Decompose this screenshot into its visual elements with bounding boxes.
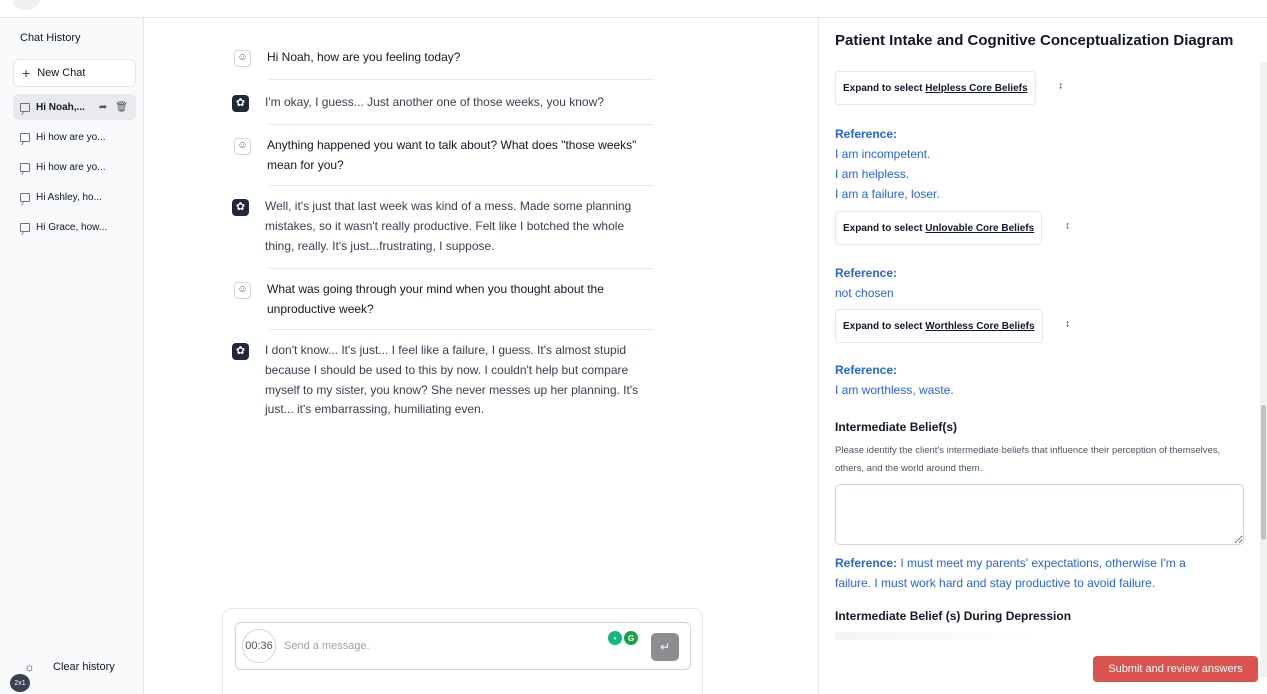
panel-scrollbar-track[interactable] (1260, 62, 1267, 677)
message-text: Anything happened you want to talk about? What does "those weeks" mean for you? (267, 138, 637, 172)
new-chat-label: New Chat (37, 67, 86, 79)
depression-beliefs-heading: Intermediate Belief (s) During Depression (835, 609, 1072, 623)
message-text: I don't know... It's just... I feel like a failure, I guess. It's almost stupid because I should be used to this by now. I couldn't help but compare myself to my sister, you know? She never messes up her planning. It's just... it's embarrassing, humiliating even. (265, 343, 639, 417)
message-text: Hi Noah, how are you feeling today? (267, 50, 461, 64)
sidebar-item-chat-1[interactable] (13, 94, 136, 120)
helpless-beliefs-select[interactable] (835, 71, 1036, 105)
bot-avatar-icon: ✿ (232, 343, 249, 360)
message-input-box (235, 622, 691, 670)
cut-off-help-text (835, 632, 1035, 640)
reference-helpless (835, 124, 1235, 204)
select-prefix: Expand to select (843, 222, 923, 234)
sidebar-title: Chat History (20, 32, 81, 44)
share-icon[interactable]: ➦ (98, 101, 108, 113)
user-avatar-icon: ☺ (234, 50, 251, 67)
panel-scrollbar-thumb[interactable] (1261, 405, 1266, 540)
message-user (234, 280, 654, 320)
message-divider (269, 185, 654, 186)
reference-line: I am worthless, waste. (835, 383, 954, 397)
reference-label: Reference: (835, 127, 898, 141)
select-prefix: Expand to select (843, 320, 923, 332)
select-label: Worthless Core Beliefs (925, 320, 1035, 332)
reference-line: not chosen (835, 286, 894, 300)
submit-review-button[interactable]: Submit and review answers (1093, 656, 1258, 682)
message-user (234, 48, 654, 68)
bot-avatar-icon: ✿ (232, 199, 249, 216)
chat-bubble-icon (20, 103, 30, 112)
zoom-badge: 2x1 (10, 674, 30, 692)
chat-item-label: Hi Ashley, ho... (36, 191, 102, 203)
reference-unlovable (835, 263, 1235, 303)
select-label: Helpless Core Beliefs (925, 82, 1028, 94)
chat-item-label: Hi how are yo... (36, 131, 106, 143)
chat-item-label: Hi how are yo... (36, 161, 106, 173)
chevron-up-down-icon[interactable]: ↕ (1065, 318, 1071, 330)
user-avatar-icon: ☺ (234, 282, 251, 299)
extension-icons (608, 631, 638, 645)
ccd-panel (819, 18, 1267, 694)
reference-worthless (835, 360, 1235, 400)
message-text: Well, it's just that last week was kind of a mess. Made some planning mistakes, so it wasn't really productive. Felt like I botched the whole thing, really. It's just...frustrating, I suppose. (265, 199, 632, 253)
trash-icon[interactable]: 🗑︎ (115, 101, 128, 113)
message-text: I'm okay, I guess... Just another one of those weeks, you know? (265, 95, 604, 109)
sidebar-item-chat-4[interactable] (13, 184, 136, 210)
sidebar-item-chat-3[interactable] (13, 154, 136, 180)
user-avatar-icon: ☺ (234, 138, 251, 155)
new-chat-button[interactable] (13, 59, 136, 87)
chat-bubble-icon (20, 193, 30, 202)
message-divider (269, 268, 654, 269)
message-divider (269, 124, 654, 125)
select-label: Unlovable Core Beliefs (925, 222, 1035, 234)
reference-line: I am incompetent. (835, 147, 931, 161)
reference-label: Reference: (835, 363, 898, 377)
message-text: What was going through your mind when you thought about the unproductive week? (267, 282, 604, 316)
chat-item-label: Hi Grace, how... (36, 221, 108, 233)
message-bot (232, 197, 652, 256)
message-bot (232, 341, 652, 420)
select-prefix: Expand to select (843, 82, 923, 94)
top-strip (0, 0, 1267, 18)
unlovable-beliefs-select[interactable] (835, 211, 1042, 245)
reference-line: I am helpless. (835, 167, 910, 181)
message-bot (232, 93, 652, 113)
sun-icon: ☼ (24, 660, 35, 674)
message-composer (222, 608, 703, 694)
message-divider (269, 329, 654, 330)
grammar-check-icon[interactable]: • (608, 631, 622, 645)
intermediate-beliefs-help: Please identify the client's intermediate beliefs that influence their perception of themselves, others, and the world around them. (835, 445, 1221, 474)
clear-history-label: Clear history (53, 661, 115, 673)
message-divider (269, 79, 654, 80)
timer-display: 00:36 (242, 629, 276, 663)
bot-avatar-icon: ✿ (232, 95, 249, 112)
chat-bubble-icon (20, 223, 30, 232)
reference-text: I must meet my parents' expectations, otherwise I'm a failure. I must work hard and stay productive to avoid failure. (835, 556, 1186, 590)
plus-icon: + (22, 65, 31, 81)
chevron-up-down-icon[interactable]: ↕ (1058, 80, 1064, 92)
top-avatar (12, 0, 40, 10)
enter-icon: ↵ (659, 640, 671, 654)
grammarly-icon[interactable]: G (624, 631, 638, 645)
chevron-up-down-icon[interactable]: ↕ (1065, 220, 1071, 232)
chat-item-label: Hi Noah,... (36, 101, 85, 113)
send-button[interactable] (651, 633, 679, 661)
sidebar-item-chat-2[interactable] (13, 124, 136, 150)
worthless-beliefs-select[interactable] (835, 309, 1043, 343)
chat-area (144, 18, 819, 694)
panel-title: Patient Intake and Cognitive Conceptualization Diagram (835, 32, 1234, 49)
chat-bubble-icon (20, 163, 30, 172)
chat-bubble-icon (20, 133, 30, 142)
chat-history-sidebar (0, 18, 144, 694)
intermediate-beliefs-heading: Intermediate Belief(s) (835, 420, 958, 434)
reference-intermediate (835, 553, 1225, 593)
reference-line: I am a failure, loser. (835, 187, 940, 201)
clear-history-button[interactable] (24, 660, 115, 674)
message-input[interactable] (284, 635, 584, 657)
intermediate-beliefs-input[interactable] (835, 484, 1244, 545)
reference-label: Reference: (835, 266, 898, 280)
sidebar-item-chat-5[interactable] (13, 214, 136, 240)
reference-label: Reference: (835, 556, 898, 570)
message-user (234, 136, 654, 176)
